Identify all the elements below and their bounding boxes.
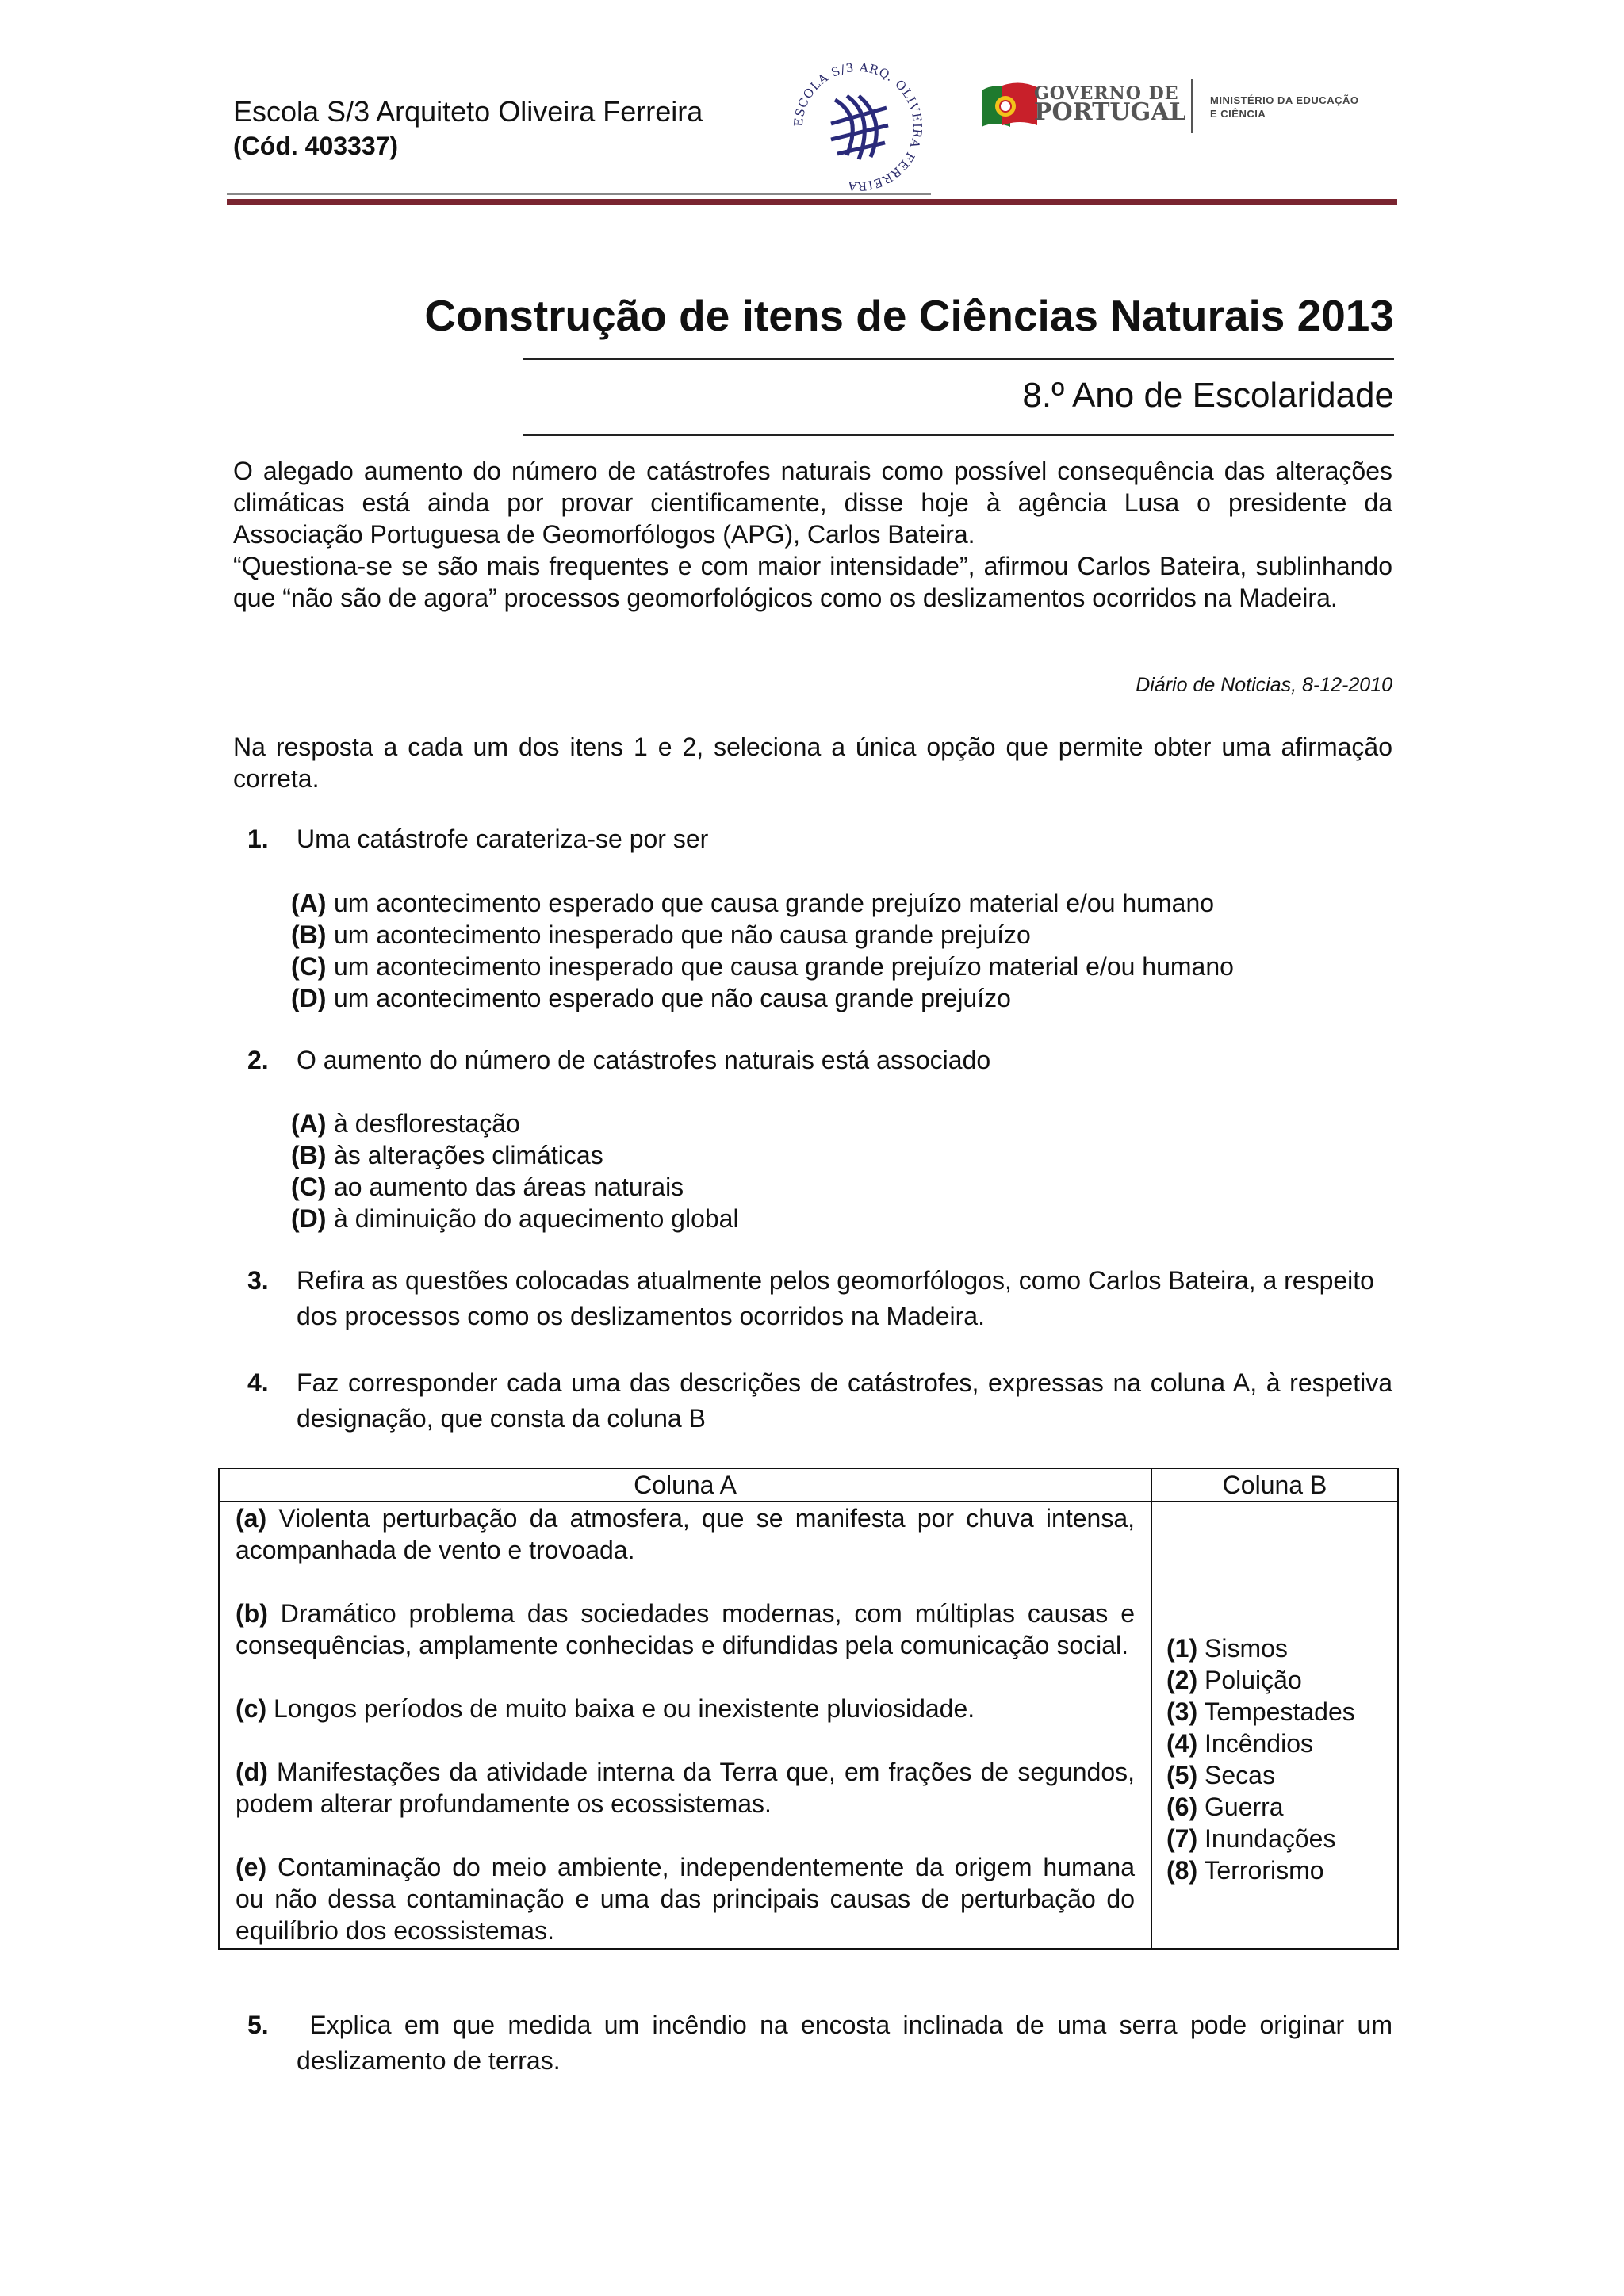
question-2-option-c: (C) ao aumento das áreas naturais: [291, 1173, 684, 1201]
question-2-option-a: (A) à desflorestação: [291, 1109, 520, 1138]
question-2-text: O aumento do número de catástrofes naturais está associado: [297, 1046, 991, 1074]
column-b-item: (1) Sismos: [1166, 1634, 1288, 1663]
column-b-item: (2) Poluição: [1166, 1666, 1302, 1694]
page-subtitle: 8.º Ano de Escolaridade: [1022, 376, 1394, 415]
header-rule-thick: [227, 199, 1397, 205]
question-4-text: Faz corresponder cada uma das descrições de catástrofes, expressas na coluna A, à respetiva designação, que consta da coluna B: [297, 1368, 1392, 1433]
table-header-row: [219, 1468, 1398, 1502]
column-b-header: Coluna B: [1151, 1468, 1398, 1502]
question-2-number: 2.: [247, 1046, 269, 1074]
gov-line-2: PORTUGAL: [1034, 98, 1186, 126]
column-a-item: (a) Violenta perturbação da atmosfera, que se manifesta por chuva intensa, acompanhada de vento e trovoada.: [236, 1504, 1136, 1564]
school-code: (Cód. 403337): [233, 132, 399, 160]
svg-text:ESCOLA S/3 ARQ. OLIVEIRA FERRE: [791, 60, 925, 193]
question-2-option-b: (B) às alterações climáticas: [291, 1141, 603, 1169]
ministry-line-2: E CIÊNCIA: [1210, 108, 1266, 120]
page-title: Construção de itens de Ciências Naturais 2013: [424, 291, 1394, 340]
question-5-text: Explica em que medida um incêndio na encosta inclinada de uma serra pode originar um deslizamento de terras.: [297, 2011, 1400, 2075]
government-logo-text: [1034, 83, 1186, 126]
question-1-number: 1.: [247, 825, 269, 853]
column-b-item: (6) Guerra: [1166, 1793, 1284, 1821]
question-1-option-d: (D) um acontecimento esperado que não causa grande prejuízo: [291, 984, 1011, 1012]
column-b-item: (4) Incêndios: [1166, 1729, 1313, 1758]
header-rule-thin: [227, 193, 931, 195]
school-crest-icon: [791, 60, 925, 193]
table-body-row: [219, 1502, 1398, 1949]
intro-paragraph-1: O alegado aumento do número de catástrofes naturais como possível consequência das alterações climáticas está ainda por provar cientificamente, disse hoje à agência Lusa o presidente da Associação Portuguesa de Geomorfólogos (APG), Carlos Bateira.: [233, 457, 1392, 549]
column-b-item: (3) Tempestades: [1166, 1697, 1355, 1726]
source-citation: Diário de Noticias, 8-12-2010: [1136, 674, 1392, 696]
question-3-text: Refira as questões colocadas atualmente pelos geomorfólogos, como Carlos Bateira, a respeito dos processos como os deslizamentos ocorridos na Madeira.: [297, 1266, 1374, 1330]
logo-divider: [1191, 79, 1193, 133]
question-2-option-d: (D) à diminuição do aquecimento global: [291, 1204, 739, 1233]
gov-line-1: GOVERNO DE: [1034, 83, 1179, 104]
crest-text: ESCOLA S/3 ARQ. OLIVEIRA FERREIRA: [791, 60, 925, 193]
instruction-text: Na resposta a cada um dos itens 1 e 2, seleciona a única opção que permite obter uma afirmação correta.: [233, 733, 1392, 793]
column-a-item: (e) Contaminação do meio ambiente, independentemente da origem humana ou não dessa contaminação e uma das principais causas de perturbação do equilíbrio dos ecossistemas.: [236, 1853, 1136, 1945]
question-1-option-a: (A) um acontecimento esperado que causa grande prejuízo material e/ou humano: [291, 889, 1215, 917]
question-1-text: Uma catástrofe carateriza-se por ser: [297, 825, 709, 853]
question-4-number: 4.: [247, 1368, 269, 1397]
column-a-item: (d) Manifestações da atividade interna da Terra que, em frações de segundos, podem alterar profundamente os ecossistemas.: [236, 1758, 1136, 1818]
question-1-option-b: (B) um acontecimento inesperado que não causa grande prejuízo: [291, 920, 1031, 949]
ministry-line-1: MINISTÉRIO DA EDUCAÇÃO: [1210, 94, 1359, 106]
title-rule: [523, 358, 1394, 360]
question-5-number: 5.: [247, 2011, 269, 2039]
question-3-number: 3.: [247, 1266, 269, 1295]
column-b-item: (5) Secas: [1166, 1761, 1275, 1789]
intro-paragraph-2: “Questiona-se se são mais frequentes e com maior intensidade”, afirmou Carlos Bateira, sublinhando que “não são de agora” processos geomorfológicos como os deslizamentos ocorridos na Madeira.: [233, 552, 1392, 612]
question-1-option-c: (C) um acontecimento inesperado que causa grande prejuízo material e/ou humano: [291, 952, 1234, 981]
school-name: Escola S/3 Arquiteto Oliveira Ferreira: [233, 95, 703, 128]
column-b-cell: [1151, 1502, 1398, 1949]
subtitle-rule: [523, 434, 1394, 436]
column-a-item: (b) Dramático problema das sociedades modernas, com múltiplas causas e consequências, amplamente conhecidas e difundidas pela comunicação social.: [236, 1599, 1136, 1659]
column-b-item: (7) Inundações: [1166, 1824, 1336, 1853]
column-b-item: (8) Terrorismo: [1166, 1856, 1324, 1885]
column-a-cell: [219, 1502, 1151, 1949]
column-a-item: (c) Longos períodos de muito baixa e ou inexistente pluviosidade.: [236, 1694, 975, 1723]
ministry-logo-text: [1210, 94, 1358, 121]
matching-table: [218, 1468, 1399, 1950]
column-a-header: Coluna A: [219, 1468, 1151, 1502]
